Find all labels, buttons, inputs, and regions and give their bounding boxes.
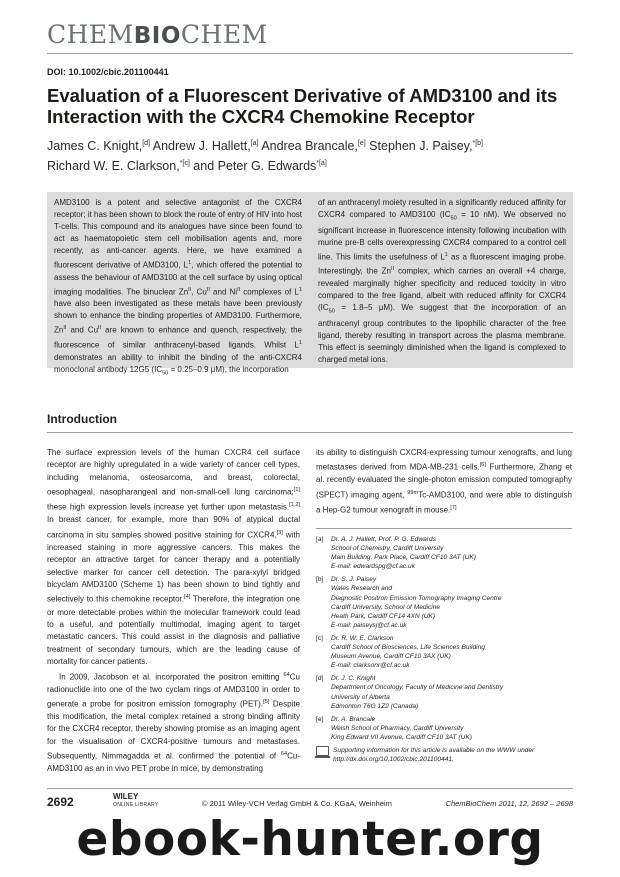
affiliation-line: Cardiff School of Biosciences, Life Sciences Building [331, 644, 485, 652]
laptop-icon [316, 746, 329, 756]
affiliation-line: Wales Research and [331, 585, 393, 593]
affiliation-line: Dr. A. J. Hallett, Prof. P. G. Edwards [331, 536, 436, 543]
affiliation-line: Welsh School of Pharmacy, Cardiff University [331, 724, 464, 732]
journal-logo-part2: BIO [133, 23, 181, 49]
affiliation-line: Dr. S. J. Paisey [331, 576, 377, 584]
affiliation-line: Department of Oncology, Faculty of Medicine and Dentistry [331, 684, 504, 692]
affiliation-line: Edmonton T6G 1Z2 (Canada) [331, 702, 419, 710]
abstract-text-2: of an anthracenyl moiety resulted in a significantly reduced affinity for CXCR4 compared to AMD3100 ($IC_{50} = 10$ nM). We observed no significant increase in fluorescence intensity following incubation with murine pre-B cells overexpressing CXCR4 compared to a control cell line. This limits the usefulness of $L^1$ as a fluorescent imaging probe. Interestingly, the $Zn^{II}$ complex, which carries an overall +4 charge, revealed marginally higher specificity and reduced toxicity in vitro compared to the free ligand, albeit with reduced affinity for CXCR4 ($IC_{50} = 1.8-5$ μM). We suggest that the incorporation of an anthracenyl group contributes to the lipophilic character of the free ligand, thereby resulting in transport across the plasma membrane. This effect is seemingly diminished when the ligand is complexed to charged metal ions. [318, 198, 567, 364]
affiliation-line: Main Building, Park Place, Cardiff CF10 3AT (UK) [331, 554, 476, 562]
affiliation-item [316, 674, 572, 710]
affiliation-line: E-mail: clarksonr@cf.ac.uk [331, 662, 410, 670]
body-column-right [316, 447, 572, 517]
intro-paragraph-3: its ability to distinguish CXCR4-expressing tumour xenografts, and lung metastases derived from MDA-MB-231 cells.[6] Furthermore, Zhang et al. recently evaluated the single-photon emission computed tomography (SPECT) imaging agent, $^{99m}$Tc-AMD3100, and were able to distinguish a Hep-G2 tumour xenograft in mouse.[7] [316, 448, 572, 515]
abstract-column-1 [54, 197, 302, 379]
affiliation-line: E-mail: edwardspg@cf.ac.uk [331, 563, 416, 571]
affiliations-divider [316, 528, 572, 529]
watermark: ebook-hunter.org [76, 812, 544, 867]
affiliation-item [316, 634, 572, 670]
authors-line-1: James C. Knight,[d] Andrew J. Hallett,[a] Andrea Brancale,[e] Stephen J. Paisey,$^{*[b]}$ [47, 139, 483, 154]
supporting-info-line: Supporting information for this article is available on the WWW under [333, 746, 535, 754]
intro-paragraph-2: In 2009, Jacobson et al. incorporated the positron emitting $^{64}$Cu radionuclide into one of the two cyclam rings of AMD3100 in order to generate a probe for positron emission tomography (PET).[5] Despite this modification, the metal complex retained a strong binding affinity for the CXCR4 receptor, thereby showing promise as an imaging agent for the visualisation of CXCR4-positive tumours and metastases. Subsequently, Nimmagadda et al. confirmed the potential of $^{64}$Cu-AMD3100 as an in vivo PET probe in mice, by demonstrating [47, 671, 300, 774]
doi-line: DOI: 10.1002/cbic.201100441 [47, 67, 169, 77]
wiley-logo [113, 793, 159, 809]
section-heading-introduction: Introduction [47, 412, 117, 426]
affiliation-key: [c] [316, 634, 323, 642]
header-divider [47, 53, 573, 54]
affiliation-key: [e] [316, 715, 324, 723]
page-number: 2692 [47, 795, 74, 809]
affiliations-list [316, 535, 572, 764]
affiliation-key: [b] [316, 576, 324, 584]
journal-logo [47, 20, 268, 52]
journal-logo-part1: CHEM [47, 20, 134, 49]
affiliation-item [316, 575, 572, 630]
intro-paragraph-1: The surface expression levels of the human CXCR4 cell surface receptor are highly upregulated in a wide variety of cancer cell types, including melanoma, osteosarcoma, and breast, colorectal, oesophageal, nasopharangeal and non-small-cell lung carcinoma;[1] these high expression levels increase yet further upon metastasis.[1,2] In breast cancer, for example, more than 90% of atypical ductal carcinoma in situ samples showed positive staining for CXCR4,[3] with increased staining in more aggressive cancers. This makes the receptor an attractive target for cancer therapy and a potentially selective marker for cancer cell detection. The para-xylyl bridged bicyclam AMD3100 (Scheme 1) has been shown to bind tightly and selectively to this chemokine receptor.[4] Therefore, the integration one or more detectable probes within the molecular framework could lead to a useful, and potentially multimodal, imaging agent to target metastatic cancers. This could assist in the diagnosis and palliative treatment of secondary tumours, which are the leading cause of mortality for cancer patients. [47, 448, 301, 667]
journal-citation: ChemBioChem 2011, 12, 2692 – 2698 [445, 799, 573, 808]
abstract-column-2 [318, 197, 566, 379]
affiliation-line: University of Alberta [331, 693, 390, 701]
affiliation-line: Cardiff University, School of Medicine [331, 603, 441, 611]
affiliation-lines [331, 634, 485, 670]
article-title: Evaluation of a Fluorescent Derivative of AMD3100 and its Interaction with the CXCR4 Chemokine Receptor [47, 85, 558, 127]
copyright-notice: © 2011 Wiley-VCH Verlag GmbH & Co. KGaA, Weinheim [202, 799, 392, 808]
wiley-logo-text: WILEY [113, 792, 139, 801]
affiliation-line: Dr. A. Brancale [331, 715, 376, 723]
affiliation-line: E-mail: paiseysj@cf.ac.uk [331, 621, 407, 629]
affiliation-lines [331, 674, 503, 710]
supporting-info-text [333, 746, 534, 764]
affiliation-lines [331, 575, 502, 630]
supporting-info [316, 746, 572, 764]
affiliation-lines [331, 535, 476, 571]
abstract-box [47, 192, 573, 377]
journal-logo-part3: CHEM [180, 20, 268, 49]
author-list [47, 135, 567, 175]
body-column-left [47, 447, 300, 776]
section-divider [47, 432, 573, 433]
authors-line-2: Richard W. E. Clarkson,$^{*[c]}$ and Peter G. Edwards$^{*[a]}$ [47, 159, 327, 174]
affiliation-item [316, 715, 572, 742]
affiliation-line: Museum Avenue, Cardiff CF10 3AX (UK) [331, 653, 451, 661]
affiliation-key: [d] [316, 675, 324, 683]
supporting-info-link[interactable]: http://dx.doi.org/10.1002/cbic.201100441. [333, 756, 454, 764]
affiliation-lines [331, 715, 472, 742]
abstract-text-1: AMD3100 is a potent and selective antagonist of the CXCR4 receptor; it has been shown to block the route of entry of HIV into host T-cells. This compound and its analogues have since been found to act as haematopoietic stem cell mobilisation agents and, more recently, as anti-cancer agents. Here, we have examined a fluorescent derivative of AMD3100, $L^1$, which offered the potential to assess the behaviour of AMD3100 at the cell surface by using optical imaging modalities. The binuclear $Zn^{II}$, $Cu^{II}$ and $Ni^{II}$ complexes of $L^1$ have also been investigated as these metals have been previously shown to enhance the binding properties of AMD3100. Furthermore, $Zn^{II}$ and $Cu^{II}$ are known to enhance and quench, respectively, the fluorescence of similar anthracenyl-based ligands. Whilst $L^1$ demonstrates an ability to inhibit the binding of the anti-CXCR4 monoclonal antibody 12G5 ($IC_{50} = 0.25-0.9$ μM), the incorporation [54, 198, 303, 377]
affiliation-key: [a] [316, 536, 324, 543]
affiliation-line: School of Chemistry, Cardiff University [331, 545, 444, 553]
affiliation-line: Dr. R. W. E. Clarkson [331, 634, 394, 642]
affiliation-line: Dr. J. C. Knight [331, 675, 376, 683]
footer-divider [47, 788, 573, 789]
affiliation-line: Diagnostic Positron Emission Tomography Imaging Centre [331, 594, 502, 602]
affiliation-item [316, 535, 572, 571]
affiliation-line: King Edward VII Avenue, Cardiff CF10 3AT (UK) [331, 733, 472, 741]
affiliation-line: Heath Park, Cardiff CF14 4XN (UK) [331, 612, 436, 620]
wiley-logo-subtitle: ONLINE LIBRARY [113, 802, 159, 808]
